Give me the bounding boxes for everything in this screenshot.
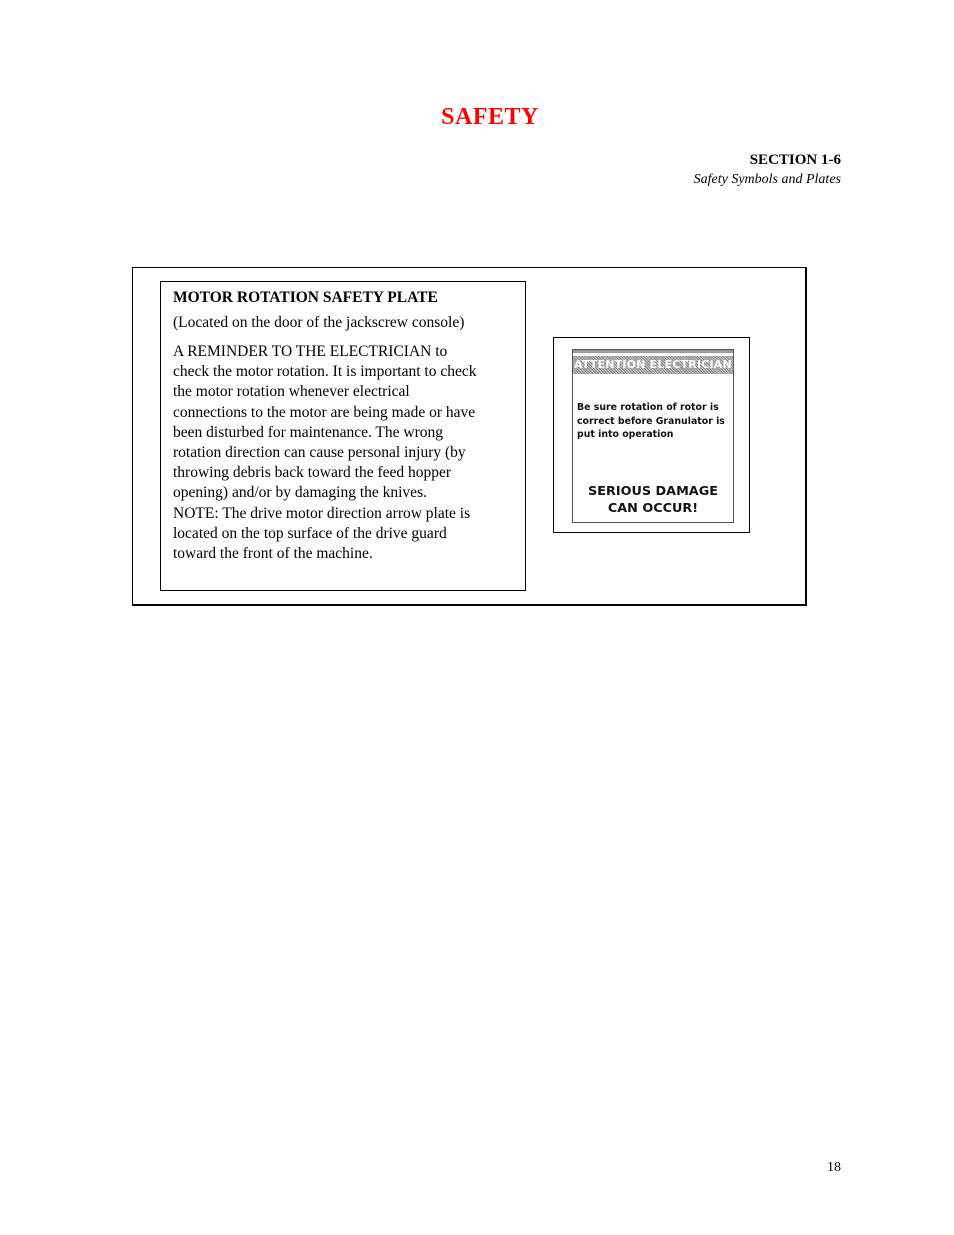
plate-body-line: located on the top surface of the drive guard (173, 524, 447, 542)
sign-warning-line: CAN OCCUR! (607, 501, 699, 516)
plate-body-line: A REMINDER TO THE ELECTRICIAN to (173, 343, 448, 360)
plate-body-line: check the motor rotation. It is important to check (173, 363, 477, 381)
plate-title: MOTOR ROTATION SAFETY PLATE (173, 289, 438, 306)
plate-body-text (173, 342, 521, 564)
safety-plate-image (553, 337, 750, 533)
page-number: 18 (827, 1160, 841, 1175)
plate-location: (Located on the door of the jackscrew console) (173, 314, 465, 331)
sign-message-line: put into operation (577, 429, 674, 440)
sign-warning-line: SERIOUS DAMAGE (588, 484, 718, 499)
sign-message (577, 401, 731, 442)
plate-body-line: NOTE: The drive motor direction arrow plate is (173, 504, 471, 522)
plate-body-line: been disturbed for maintenance. The wrong (173, 423, 444, 441)
sign-message-line: Be sure rotation of rotor is (577, 402, 719, 413)
plate-body-line: toward the front of the machine. (173, 545, 373, 563)
page-title: SAFETY (441, 104, 539, 130)
sign-warning (573, 483, 733, 517)
plate-body-line: connections to the motor are being made or have (173, 403, 476, 421)
plate-body-line: rotation direction can cause personal injury (by (173, 444, 466, 462)
plate-body-line: throwing debris back toward the feed hopper (173, 464, 452, 482)
plate-body-line: opening) and/or by damaging the knives. (173, 484, 427, 502)
sign-header: ATTENTION ELECTRICIAN (573, 356, 733, 374)
section-subtitle: Safety Symbols and Plates (693, 172, 841, 187)
section-header (694, 151, 841, 189)
plate-description-box (160, 281, 526, 591)
section-number: SECTION 1-6 (749, 152, 841, 168)
warning-sign (572, 349, 734, 523)
plate-body-line: the motor rotation whenever electrical (173, 383, 410, 401)
plate-description (173, 289, 521, 564)
sign-top-rule (573, 350, 733, 353)
sign-message-line: correct before Granulator is (577, 415, 725, 427)
